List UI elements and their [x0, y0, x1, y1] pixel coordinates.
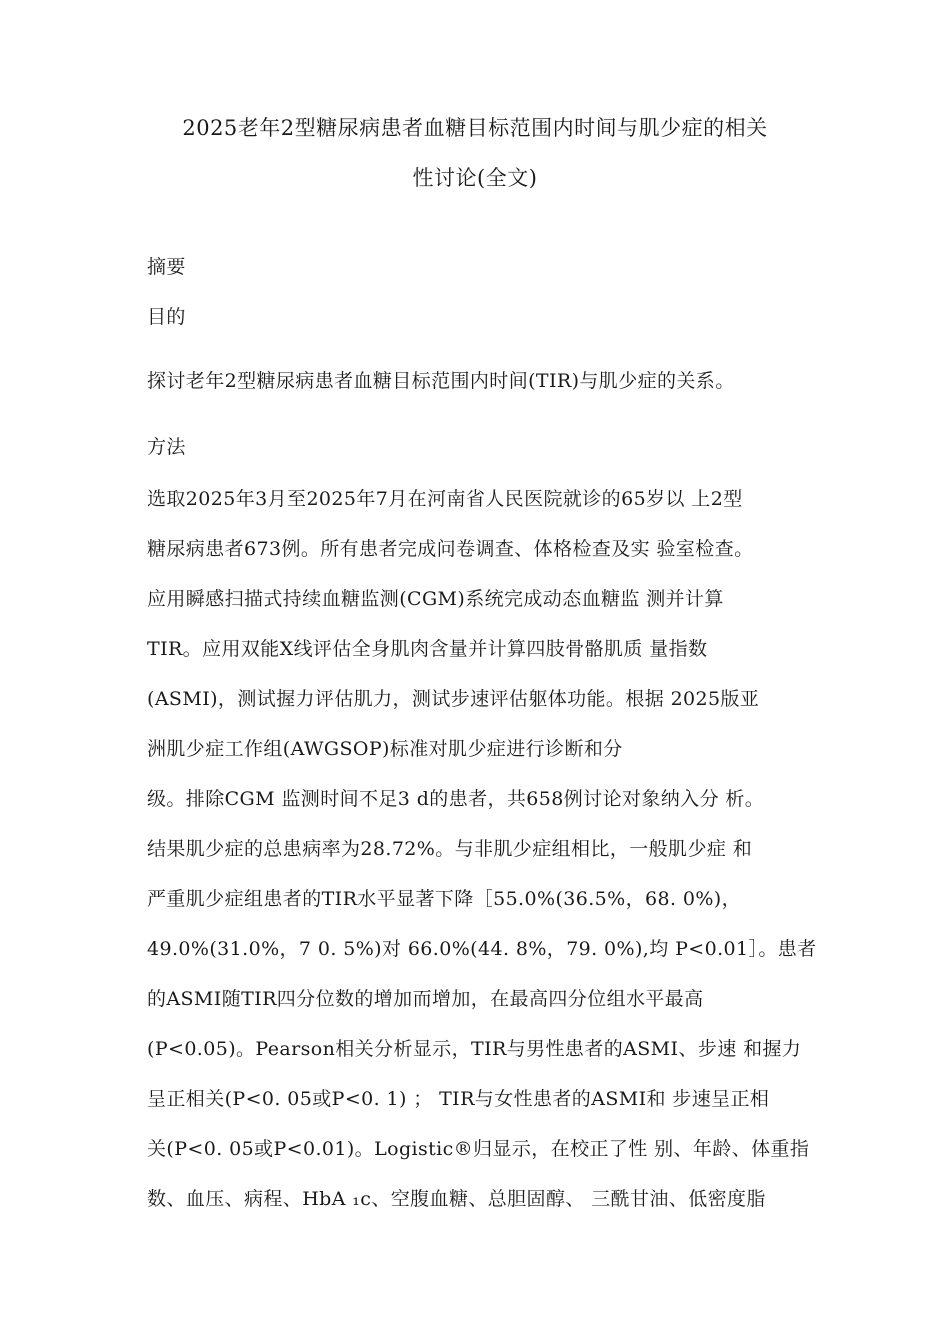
methods-line: 结果肌少症的总患病率为28.72%。与非肌少症组相比，一般肌少症 和	[147, 838, 753, 860]
abstract-heading: 摘要	[147, 256, 186, 278]
methods-line: 49.0%(31.0%，7 0. 5%)对 66.0%(44. 8%，79. 0%),均 P<0.01］。患者	[147, 938, 817, 960]
methods-line: 呈正相关(P<0. 05或P<0. 1) ； TIR与女性患者的ASMI和 步速呈正相	[147, 1088, 770, 1110]
document-title-line-1: 2025老年2型糖尿病患者血糖目标范围内时间与肌少症的相关	[182, 116, 768, 140]
methods-heading: 方法	[147, 436, 186, 458]
methods-line: 级。排除CGM 监测时间不足3 d的患者，共658例讨论对象纳入分 析。	[147, 788, 765, 810]
methods-line: 严重肌少症组患者的TIR水平显著下降［55.0%(36.5%，68. 0%)，	[147, 888, 742, 910]
methods-line: 洲肌少症工作组(AWGSOP)标准对肌少症进行诊断和分	[147, 738, 623, 760]
methods-line: 糖尿病患者673例。所有患者完成问卷调查、体格检查及实 验室检查。	[147, 538, 754, 560]
methods-line: 的ASMI随TIR四分位数的增加而增加，在最高四分位组水平最高	[147, 988, 704, 1010]
methods-line: 数、血压、病程、HbA ₁c、空腹血糖、总胆固醇、 三酰甘油、低密度脂	[147, 1188, 766, 1210]
document-title-line-2: 性讨论(全文)	[412, 166, 538, 190]
objective-text: 探讨老年2型糖尿病患者血糖目标范围内时间(TIR)与肌少症的关系。	[147, 370, 735, 392]
methods-line: 选取2025年3月至2025年7月在河南省人民医院就诊的65岁以 上2型	[147, 488, 743, 510]
methods-line: TIR。应用双能X线评估全身肌肉含量并计算四肢骨骼肌质 量指数	[147, 638, 708, 660]
methods-line: 关(P<0. 05或P<0.01)。Logistic®归显示，在校正了性 别、年龄、体重指	[147, 1138, 810, 1160]
methods-line: (P<0.05)。Pearson相关分析显示，TIR与男性患者的ASMI、步速 和握力	[147, 1038, 802, 1060]
methods-line: 应用瞬感扫描式持续血糖监测(CGM)系统完成动态血糖监 测并计算	[147, 588, 724, 610]
objective-heading: 目的	[147, 306, 186, 328]
methods-line: (ASMI)，测试握力评估肌力，测试步速评估躯体功能。根据 2025版亚	[147, 688, 760, 710]
